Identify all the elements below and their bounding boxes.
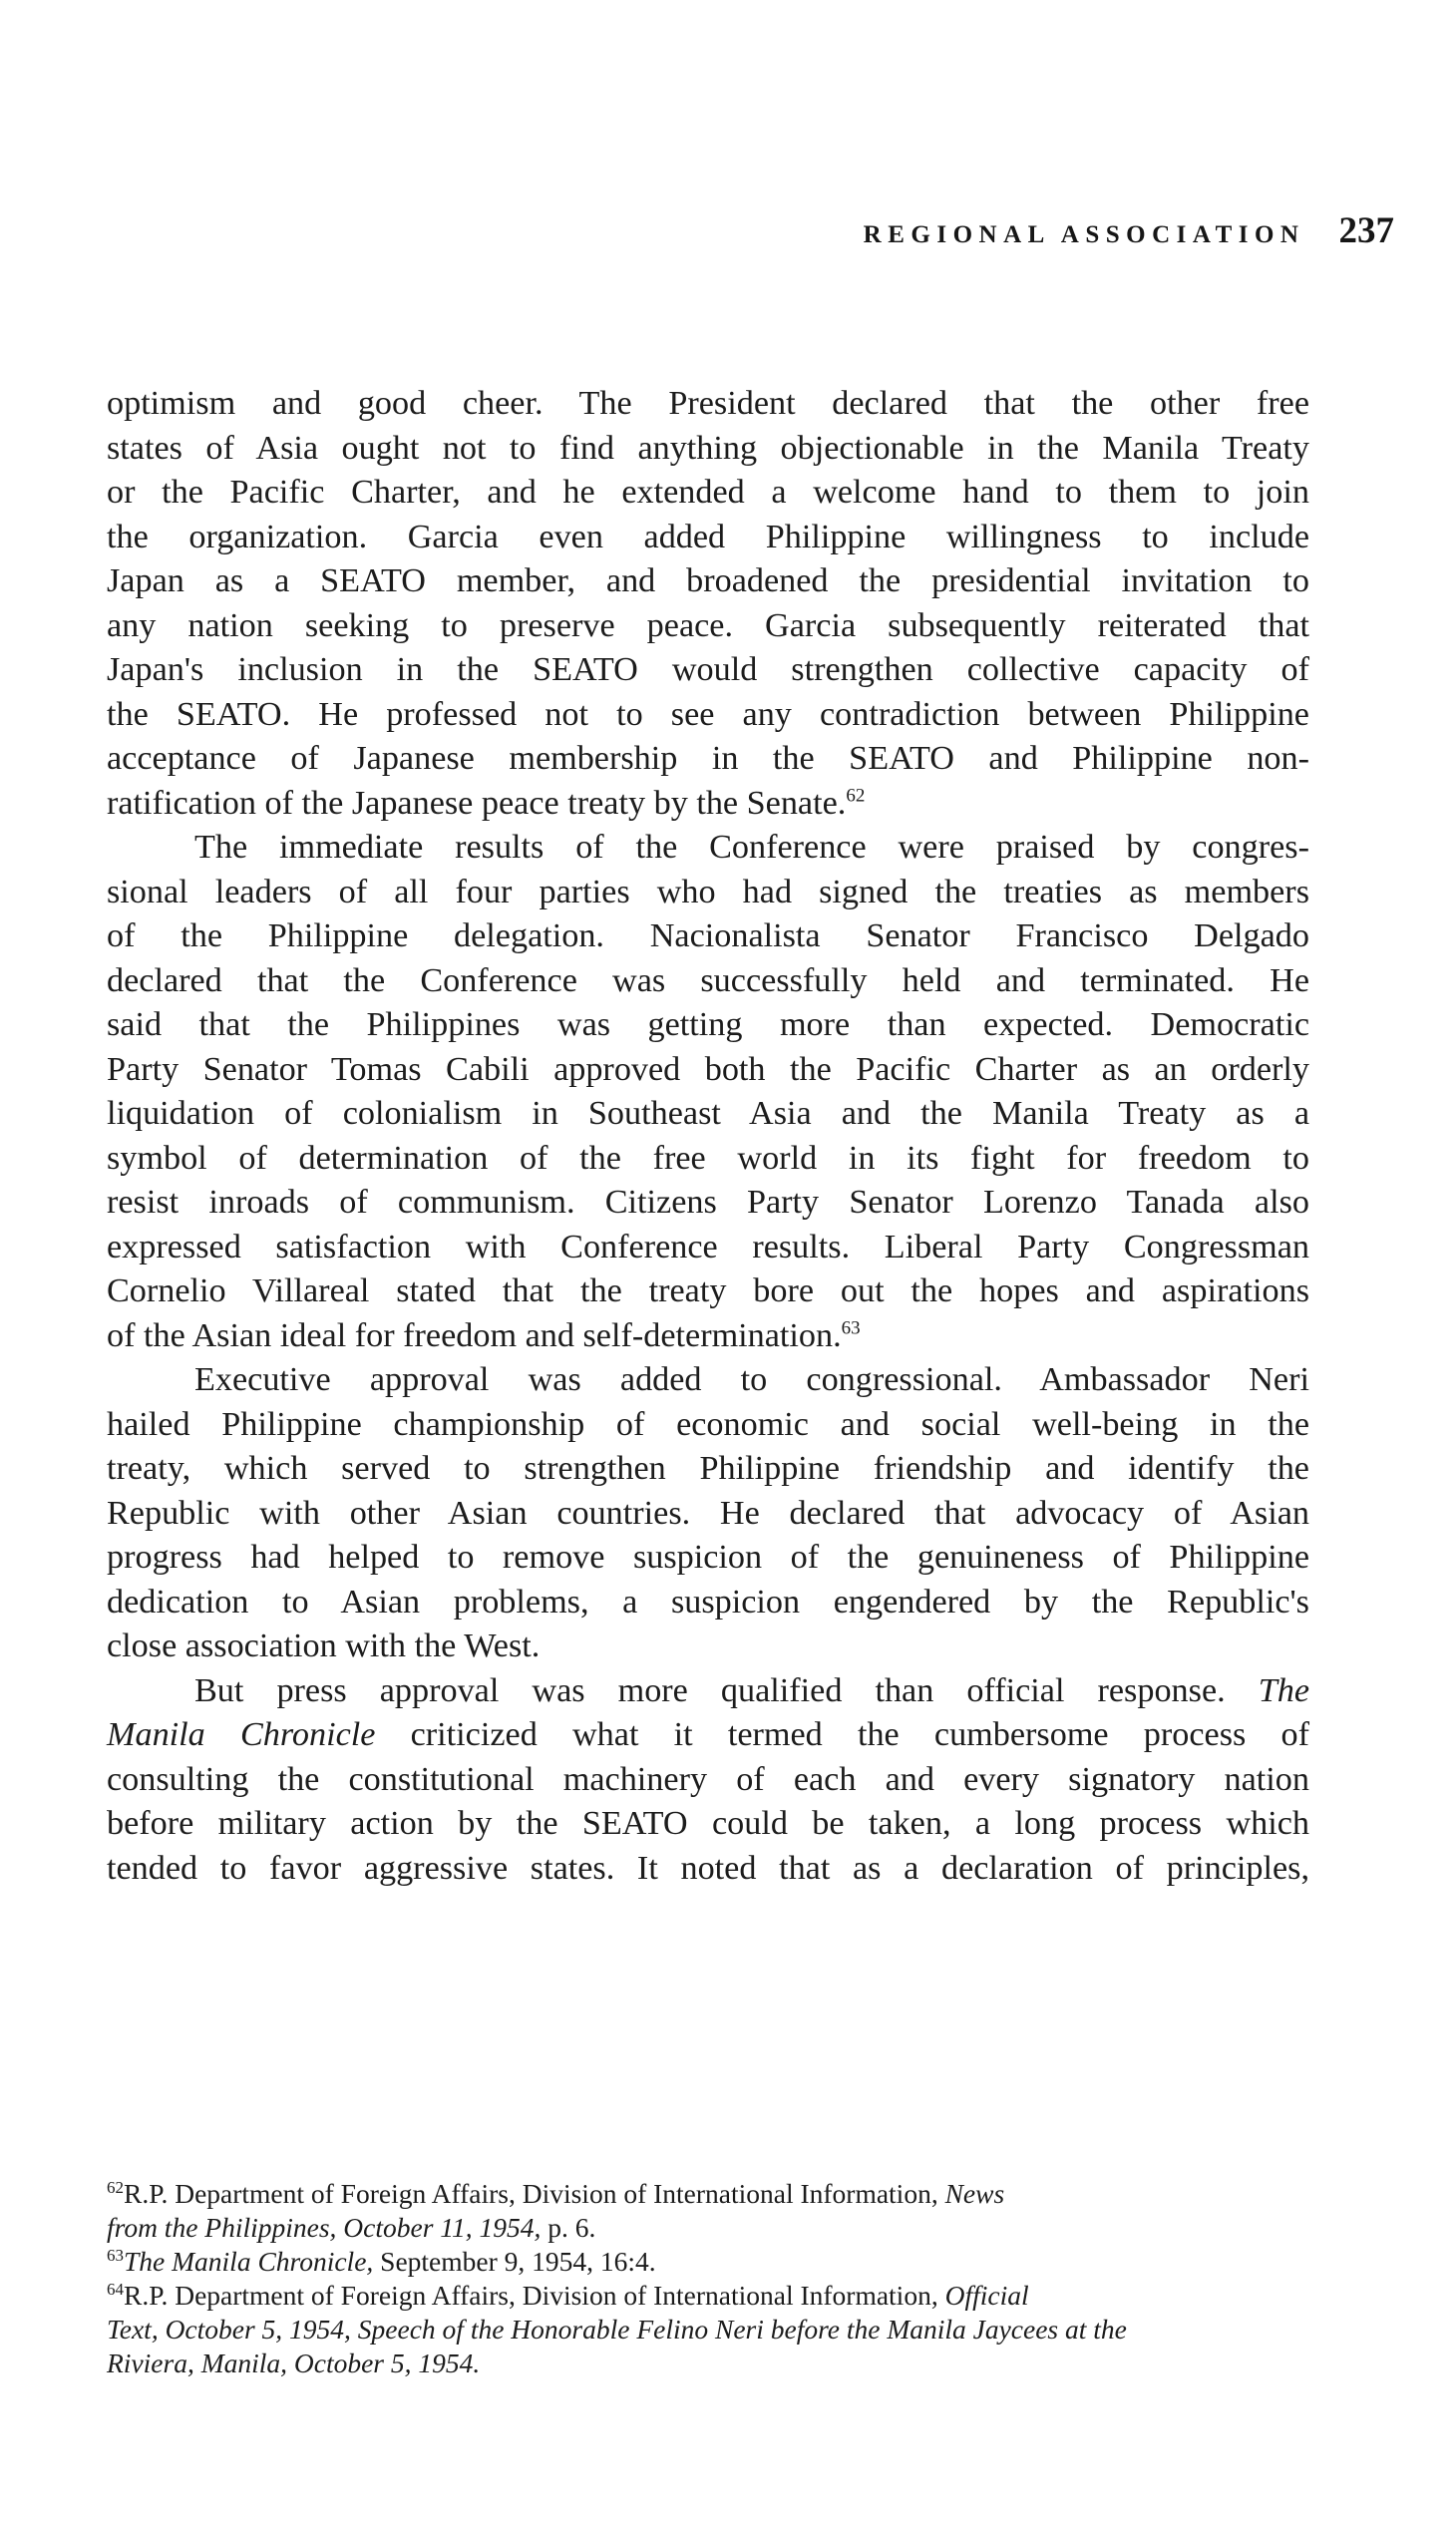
footnote-line bbox=[107, 2211, 1309, 2245]
footnote-number: 63 bbox=[107, 2245, 124, 2265]
footnote-64 bbox=[107, 2279, 1309, 2380]
paragraph-3 bbox=[107, 1358, 1309, 1669]
paragraph-2 bbox=[107, 826, 1309, 1358]
text-line: or the Pacific Charter, and he extended a welcome hand to them to join bbox=[107, 474, 1309, 511]
footnote-ref-63: 63 bbox=[841, 1317, 861, 1339]
text-line: sional leaders of all four parties who had signed the treaties as members bbox=[107, 873, 1309, 910]
footnotes bbox=[107, 2177, 1309, 2380]
text-segment: R.P. Department of Foreign Affairs, Division of International Information, bbox=[124, 2280, 938, 2311]
text-line: resist inroads of communism. Citizens Party Senator Lorenzo Tanada also bbox=[107, 1184, 1309, 1221]
footnote-line: Riviera, Manila, October 5, 1954. bbox=[107, 2347, 481, 2378]
text-line bbox=[107, 1713, 1309, 1758]
italic-text: from the Philippines, October 11, 1954, bbox=[107, 2212, 542, 2243]
text-line: treaty, which served to strengthen Philippine friendship and identify the bbox=[107, 1450, 1309, 1487]
text-line: the SEATO. He professed not to see any contradiction between Philippine bbox=[107, 695, 1309, 733]
text-line: before military action by the SEATO could be taken, a long process which bbox=[107, 1805, 1309, 1842]
footnote-62 bbox=[107, 2177, 1309, 2245]
text-line: dedication to Asian problems, a suspicion engendered by the Republic's bbox=[107, 1583, 1309, 1621]
text-line: Japan as a SEATO member, and broadened the presidential invitation to bbox=[107, 562, 1309, 599]
footnote-line bbox=[107, 2279, 1309, 2313]
text-line: expressed satisfaction with Conference results. Liberal Party Congressman bbox=[107, 1228, 1309, 1265]
text-segment: But press approval was more qualified than official response. bbox=[194, 1671, 1226, 1709]
text-line: close association with the West. bbox=[107, 1627, 541, 1664]
text-segment: p. 6. bbox=[547, 2212, 596, 2243]
text-segment: ratification of the Japanese peace treaty by the Senate. bbox=[107, 784, 847, 822]
text-line: consulting the constitutional machinery of each and every signatory nation bbox=[107, 1760, 1309, 1798]
running-header bbox=[864, 209, 1394, 252]
footnote-ref-62: 62 bbox=[846, 785, 866, 807]
text-line bbox=[107, 782, 1309, 827]
paragraph-4 bbox=[107, 1669, 1309, 1892]
footnote-number: 62 bbox=[107, 2177, 124, 2197]
italic-text: Manila Chronicle bbox=[107, 1716, 376, 1753]
text-line: states of Asia ought not to find anything objectionable in the Manila Treaty bbox=[107, 429, 1309, 467]
body-text bbox=[107, 382, 1309, 1891]
text-line bbox=[107, 1314, 1309, 1359]
text-line: Japan's inclusion in the SEATO would strengthen collective capacity of bbox=[107, 651, 1309, 688]
paragraph-1 bbox=[107, 382, 1309, 826]
text-line: said that the Philippines was getting more than expected. Democratic bbox=[107, 1006, 1309, 1043]
text-segment: R.P. Department of Foreign Affairs, Division of International Information, bbox=[124, 2178, 938, 2209]
text-line: Executive approval was added to congressional. Ambassador Neri bbox=[194, 1361, 1309, 1398]
page-number: 237 bbox=[1338, 210, 1394, 251]
running-title: REGIONAL ASSOCIATION bbox=[863, 221, 1305, 248]
text-line: Republic with other Asian countries. He declared that advocacy of Asian bbox=[107, 1494, 1309, 1532]
text-segment: September 9, 1954, 16:4. bbox=[380, 2246, 656, 2277]
footnote-line bbox=[107, 2177, 1309, 2211]
text-line: Party Senator Tomas Cabili approved both the Pacific Charter as an orderly bbox=[107, 1050, 1309, 1088]
text-line: any nation seeking to preserve peace. Garcia subsequently reiterated that bbox=[107, 606, 1309, 644]
footnote-63 bbox=[107, 2245, 1309, 2279]
text-line: The immediate results of the Conference were praised by congres- bbox=[194, 829, 1309, 866]
text-line: Cornelio Villareal stated that the treaty bore out the hopes and aspirations bbox=[107, 1272, 1309, 1309]
text-line: declared that the Conference was successfully held and terminated. He bbox=[107, 961, 1309, 999]
text-line: hailed Philippine championship of economic and social well-being in the bbox=[107, 1405, 1309, 1443]
text-line: the organization. Garcia even added Philippine willingness to include bbox=[107, 518, 1309, 555]
text-segment: of the Asian ideal for freedom and self-determination. bbox=[107, 1316, 842, 1354]
text-line: acceptance of Japanese membership in the SEATO and Philippine non- bbox=[107, 740, 1309, 777]
text-line: liquidation of colonialism in Southeast Asia and the Manila Treaty as a bbox=[107, 1095, 1309, 1132]
text-line bbox=[107, 1669, 1309, 1714]
italic-text: News bbox=[944, 2178, 1005, 2209]
text-segment: criticized what it termed the cumbersome process of bbox=[410, 1716, 1309, 1753]
footnote-line bbox=[107, 2245, 1309, 2279]
text-line: tended to favor aggressive states. It noted that as a declaration of principles, bbox=[107, 1849, 1309, 1887]
footnote-line: Text, October 5, 1954, Speech of the Honorable Felino Neri before the Manila Jaycees at the bbox=[107, 2314, 1127, 2345]
italic-text: The Manila Chronicle, bbox=[124, 2246, 374, 2277]
text-line: progress had helped to remove suspicion of the genuineness of Philippine bbox=[107, 1539, 1309, 1576]
italic-text: Official bbox=[944, 2280, 1029, 2311]
text-line: optimism and good cheer. The President declared that the other free bbox=[107, 385, 1309, 422]
text-line: of the Philippine delegation. Nacionalista Senator Francisco Delgado bbox=[107, 917, 1309, 954]
italic-text: The bbox=[1258, 1671, 1309, 1709]
text-line: symbol of determination of the free world in its fight for freedom to bbox=[107, 1139, 1309, 1177]
footnote-number: 64 bbox=[107, 2279, 124, 2299]
